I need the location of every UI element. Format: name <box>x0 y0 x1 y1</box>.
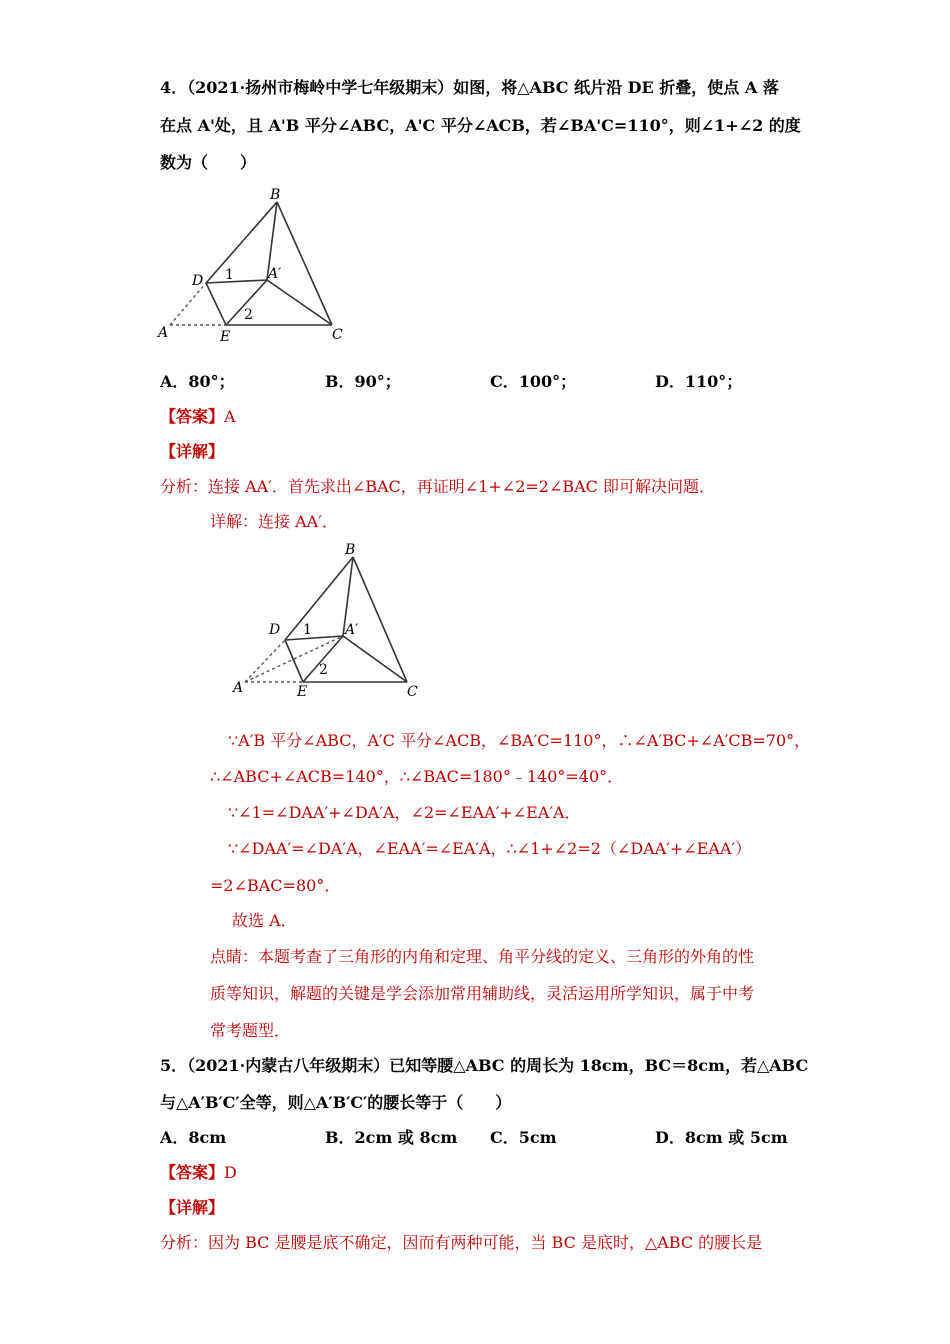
q4-analysis: 分析：连接 AA′．首先求出∠BAC，再证明∠1+∠2=2∠BAC 即可解决问题． <box>160 477 716 496</box>
q5-stem-line2: 与△A′B′C′全等，则△A′B′C′的腰长等于（ ） <box>160 1093 512 1112</box>
q4-step-2: ∴∠ABC+∠ACB=140°，∴∠BAC=180°﹣140°=40°． <box>210 767 624 786</box>
q4-step-1: ∵A′B 平分∠ABC，A′C 平分∠ACB，∠BA′C=110°，∴∠A′BC+∠A′CB=70°， <box>228 731 811 750</box>
edge-DE <box>285 640 303 682</box>
dashed-AD <box>245 640 285 682</box>
q5-option-c: C．5cm <box>490 1128 557 1147</box>
dashed-AD <box>170 283 206 325</box>
q5-option-b: B．2cm 或 8cm <box>325 1128 458 1147</box>
label-B: B <box>270 187 281 203</box>
q5-detail-tag: 【详解】 <box>160 1198 225 1217</box>
q4-answer-value: A <box>224 407 236 426</box>
label-E: E <box>297 684 308 700</box>
label-C: C <box>332 327 343 343</box>
q4-option-a: A．80°； <box>160 372 235 391</box>
edge-DB <box>285 557 353 640</box>
q4-option-c: C．100°； <box>490 372 577 391</box>
q4-step-6: 故选 A． <box>232 911 297 930</box>
q4-answer <box>160 407 236 427</box>
label-2: 2 <box>319 662 328 678</box>
q4-step-4: ∵∠DAA′=∠DA′A，∠EAA′=∠EA′A，∴∠1+∠2=2（∠DAA′+∠EAA′） <box>228 839 752 858</box>
label-2: 2 <box>244 307 253 323</box>
edge-DE <box>206 283 226 325</box>
q4-step-3: ∵∠1=∠DAA′+∠DA′A，∠2=∠EAA′+∠EA′A． <box>228 803 581 822</box>
q4-option-b: B．90°； <box>325 372 401 391</box>
q4-step-5: =2∠BAC=80°． <box>210 876 341 895</box>
q5-analysis: 分析：因为 BC 是腰是底不确定，因而有两种可能，当 BC 是底时，△ABC 的腰长是 <box>160 1233 763 1252</box>
label-E: E <box>220 329 231 345</box>
label-D: D <box>192 273 204 289</box>
label-B: B <box>345 542 356 558</box>
label-C: C <box>407 684 418 700</box>
q4-solution-figure <box>225 540 435 700</box>
label-D: D <box>269 622 281 638</box>
q4-stem-line3: 数为（ ） <box>160 153 257 172</box>
q4-comment-3: 常考题型． <box>210 1021 291 1040</box>
label-Aprime: A′ <box>345 622 359 638</box>
q4-option-d: D．110°； <box>655 372 743 391</box>
label-Aprime: A′ <box>268 266 282 282</box>
q4-detail-tag: 【详解】 <box>160 442 225 461</box>
q4-answer-tag: 【答案】 <box>160 407 225 426</box>
label-1: 1 <box>225 267 234 283</box>
edge-DB <box>206 202 277 283</box>
q4-detail-intro: 详解：连接 AA′． <box>210 512 338 531</box>
q4-comment-2: 质等知识，解题的关键是学会添加常用辅助线，灵活运用所学知识，属于中考 <box>210 984 755 1003</box>
dashed-AAp <box>245 636 343 682</box>
q5-option-d: D．8cm 或 5cm <box>655 1128 788 1147</box>
label-A: A <box>233 680 244 696</box>
q4-stem-line1: 4．（2021·扬州市梅岭中学七年级期末）如图，将△ABC 纸片沿 DE 折叠，使点 A 落 <box>160 78 779 97</box>
q4-comment-1: 点睛：本题考查了三角形的内角和定理、角平分线的定义、三角形的外角的性 <box>210 947 755 966</box>
edge-DAp <box>206 280 267 283</box>
q5-stem-line1: 5．（2021·内蒙古八年级期末）已知等腰△ABC 的周长为 18cm，BC＝8cm，若△ABC <box>160 1056 809 1075</box>
q5-option-a: A．8cm <box>160 1128 227 1147</box>
q5-answer-tag: 【答案】 <box>160 1163 225 1182</box>
label-A: A <box>158 325 169 341</box>
label-1: 1 <box>303 622 312 638</box>
q5-answer <box>160 1163 237 1183</box>
q5-answer-value: D <box>224 1163 237 1182</box>
q4-stem-line2: 在点 A'处，且 A'B 平分∠ABC，A'C 平分∠ACB，若∠BA'C=110°，则∠1+∠2 的度 <box>160 116 801 135</box>
q4-figure <box>150 185 360 355</box>
